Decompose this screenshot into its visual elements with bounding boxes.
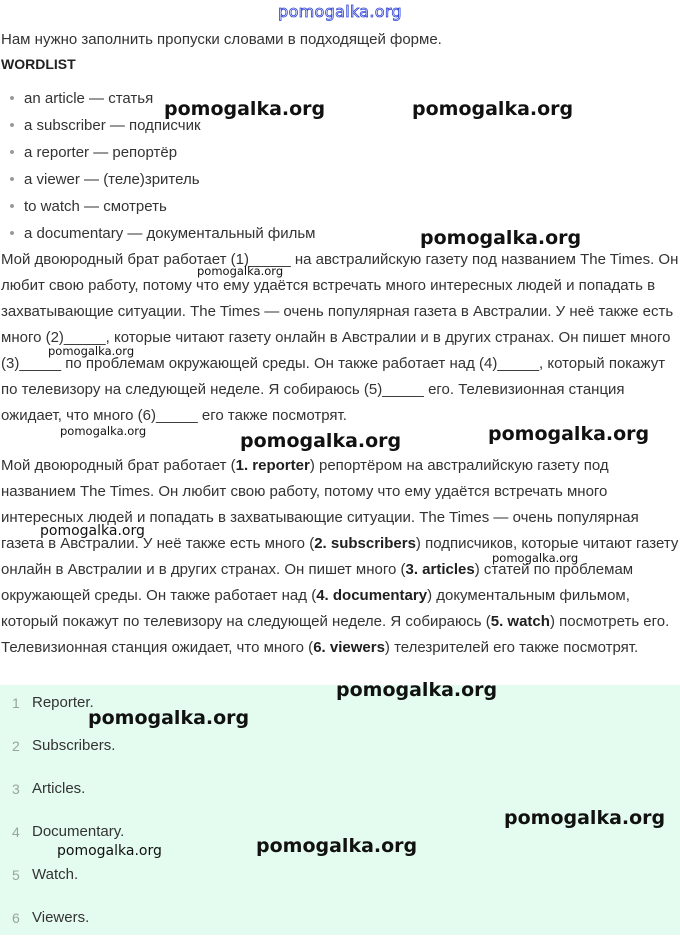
bullet-icon: • xyxy=(9,198,15,215)
answer-number: 6 xyxy=(12,910,20,926)
answer-value: Articles. xyxy=(32,780,86,797)
bullet-icon: • xyxy=(9,117,15,134)
wordlist-entry: a documentary — документальный фильм xyxy=(24,225,316,242)
answer-number: 5 xyxy=(12,867,20,883)
site-logo[interactable]: pomogalka.org xyxy=(278,2,402,21)
wordlist-title: WORDLIST xyxy=(1,56,76,72)
answer-text-part: ) подписчиков, которые читают газету онлайн в Австралии и в других странах. Он пишет много ( xyxy=(1,535,679,578)
list-item xyxy=(0,144,315,171)
watermark: pomogalka.org xyxy=(48,344,135,358)
watermark: pomogalka.org xyxy=(164,98,326,120)
watermark: pomogalka.org xyxy=(336,679,498,701)
answer-text-part: ) репортёром на австралийскую газету под названием The Times. Он любит свою работу, потому что ему удаётся встречать много интересных людей и попадать в захватывающие ситуации. The Times — очень популярная газета в Австралии. У неё также есть много ( xyxy=(1,457,639,552)
answer-text-part: Мой двоюродный брат работает ( xyxy=(1,457,236,474)
list-item xyxy=(0,198,315,225)
wordlist-entry: an article — статья xyxy=(24,90,154,107)
answer-word: 2. subscribers xyxy=(314,535,416,552)
answer-word: 3. articles xyxy=(405,561,475,578)
answer-number: 1 xyxy=(12,695,20,711)
answer-text-part: ) документальным фильмом, который покажут по телевизору на следующей неделе. Я собираюсь ( xyxy=(1,587,630,630)
answer-value: Reporter. xyxy=(32,694,94,711)
answer-number: 4 xyxy=(12,824,20,840)
watermark: pomogalka.org xyxy=(256,835,418,857)
watermark: pomogalka.org xyxy=(420,227,582,249)
watermark: pomogalka.org xyxy=(88,707,250,729)
bullet-icon: • xyxy=(9,90,15,107)
wordlist-entry: a viewer — (теле)зритель xyxy=(24,171,200,188)
wordlist-entry: to watch — смотреть xyxy=(24,198,167,215)
watermark: pomogalka.org xyxy=(240,430,402,452)
answer-text-part: ) посмотреть его. Телевизионная станция ожидает, что много ( xyxy=(1,613,670,656)
list-item xyxy=(0,171,315,198)
answer-number: 2 xyxy=(12,738,20,754)
wordlist-entry: a subscriber — подписчик xyxy=(24,117,201,134)
bullet-icon: • xyxy=(9,225,15,242)
answer-word: 6. viewers xyxy=(313,639,385,656)
answer-word: 5. watch xyxy=(490,613,550,630)
answer-value: Documentary. xyxy=(32,823,125,840)
intro-text: Нам нужно заполнить пропуски словами в подходящей форме. xyxy=(1,31,442,48)
task-text: Мой двоюродный брат работает (1)_____ на австралийскую газету под названием The Times. Он любит свою работу, потому что ему удаётся встречать много интересных людей и попадать в захватывающие ситуации. The Times — очень популярная газета в Австралии. У неё также есть много (2)_____, которые читают газету онлайн в Австралии и в других странах. Он пишет много (3)_____ по проблемам окружающей среды. Он также работает над (4)_____, который покажут по телевизору на следующей неделе. Я собираюсь (5)_____ его. Телевизионная станция ожидает, что много (6)_____ его также посмотрят. xyxy=(1,251,679,424)
watermark: pomogalka.org xyxy=(492,551,579,565)
answer-value: Subscribers. xyxy=(32,737,116,754)
bullet-icon: • xyxy=(9,171,15,188)
watermark: pomogalka.org xyxy=(40,523,145,539)
answer-word: 1. reporter xyxy=(235,457,310,474)
answer-row xyxy=(0,857,680,900)
list-item xyxy=(0,117,315,144)
answer-row xyxy=(0,728,680,771)
answer-value: Watch. xyxy=(32,866,79,883)
watermark: pomogalka.org xyxy=(197,264,284,278)
watermark: pomogalka.org xyxy=(504,807,666,829)
wordlist-entry: a reporter — репортёр xyxy=(24,144,178,161)
answer-word: 4. documentary xyxy=(316,587,428,604)
answer-text-part: ) телезрителей его также посмотрят. xyxy=(384,639,639,656)
answer-row xyxy=(0,900,680,943)
answer-value: Viewers. xyxy=(32,909,90,926)
answer-text-part: ) статей по проблемам окружающей среды. Он также работает над ( xyxy=(1,561,634,604)
answer-number: 3 xyxy=(12,781,20,797)
watermark: pomogalka.org xyxy=(60,424,147,438)
watermark: pomogalka.org xyxy=(57,843,162,859)
watermark: pomogalka.org xyxy=(488,423,650,445)
bullet-icon: • xyxy=(9,144,15,161)
watermark: pomogalka.org xyxy=(412,98,574,120)
